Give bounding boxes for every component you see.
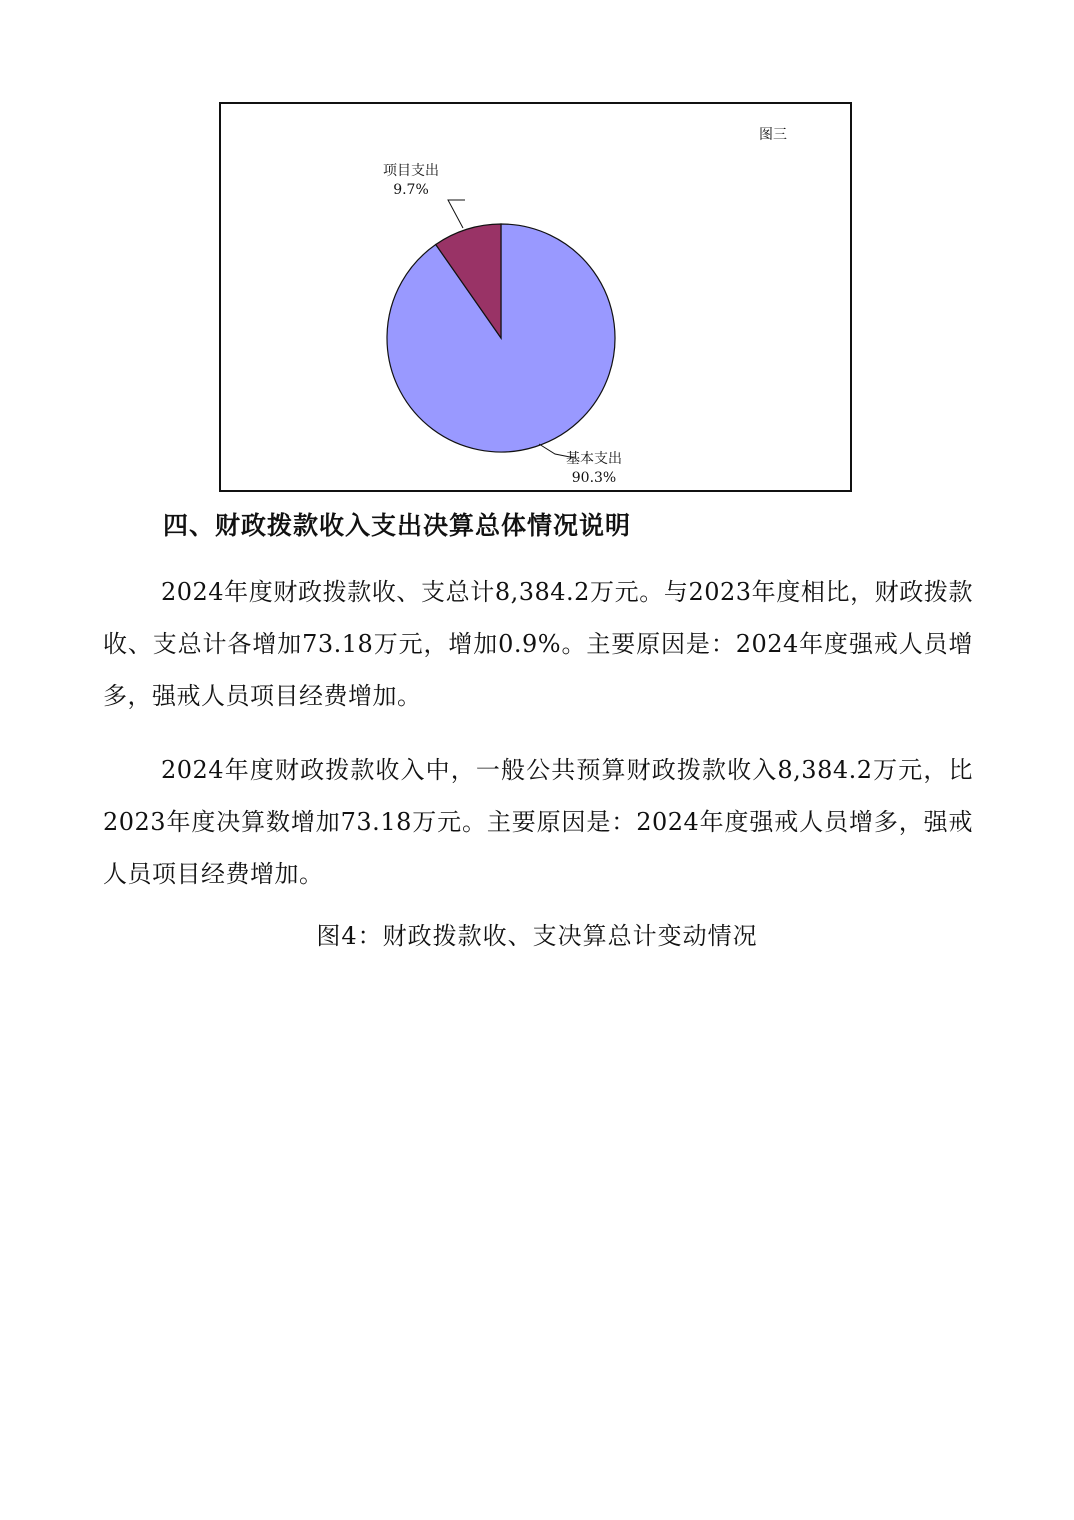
slice-name: 基本支出 (566, 451, 622, 467)
pie-chart (219, 102, 852, 492)
leader-line-project (448, 200, 465, 228)
chart-title: 图三 (759, 127, 787, 143)
slice-name: 项目支出 (383, 163, 439, 179)
section-heading: 四、财政拨款收入支出决算总体情况说明 (163, 511, 632, 540)
slice-percent: 90.3% (571, 470, 617, 486)
slice-percent: 9.7% (393, 182, 429, 198)
slice-label-project (383, 162, 439, 200)
paragraph-1: 2024年度财政拨款收、支总计8,384.2万元。与2023年度相比，财政拨款收、支总计各增加73.18万元，增加0.9%。主要原因是：2024年度强戒人员增多，强戒人员项目经费增加。 (103, 578, 973, 710)
figure-caption: 图4：财政拨款收、支决算总计变动情况 (316, 922, 758, 950)
slice-label-basic (566, 450, 622, 488)
pie-chart-canvas (221, 104, 850, 490)
paragraph-2: 2024年度财政拨款收入中，一般公共预算财政拨款收入8,384.2万元，比2023年度决算数增加73.18万元。主要原因是：2024年度强戒人员增多，强戒人员项目经费增加。 (103, 756, 973, 888)
